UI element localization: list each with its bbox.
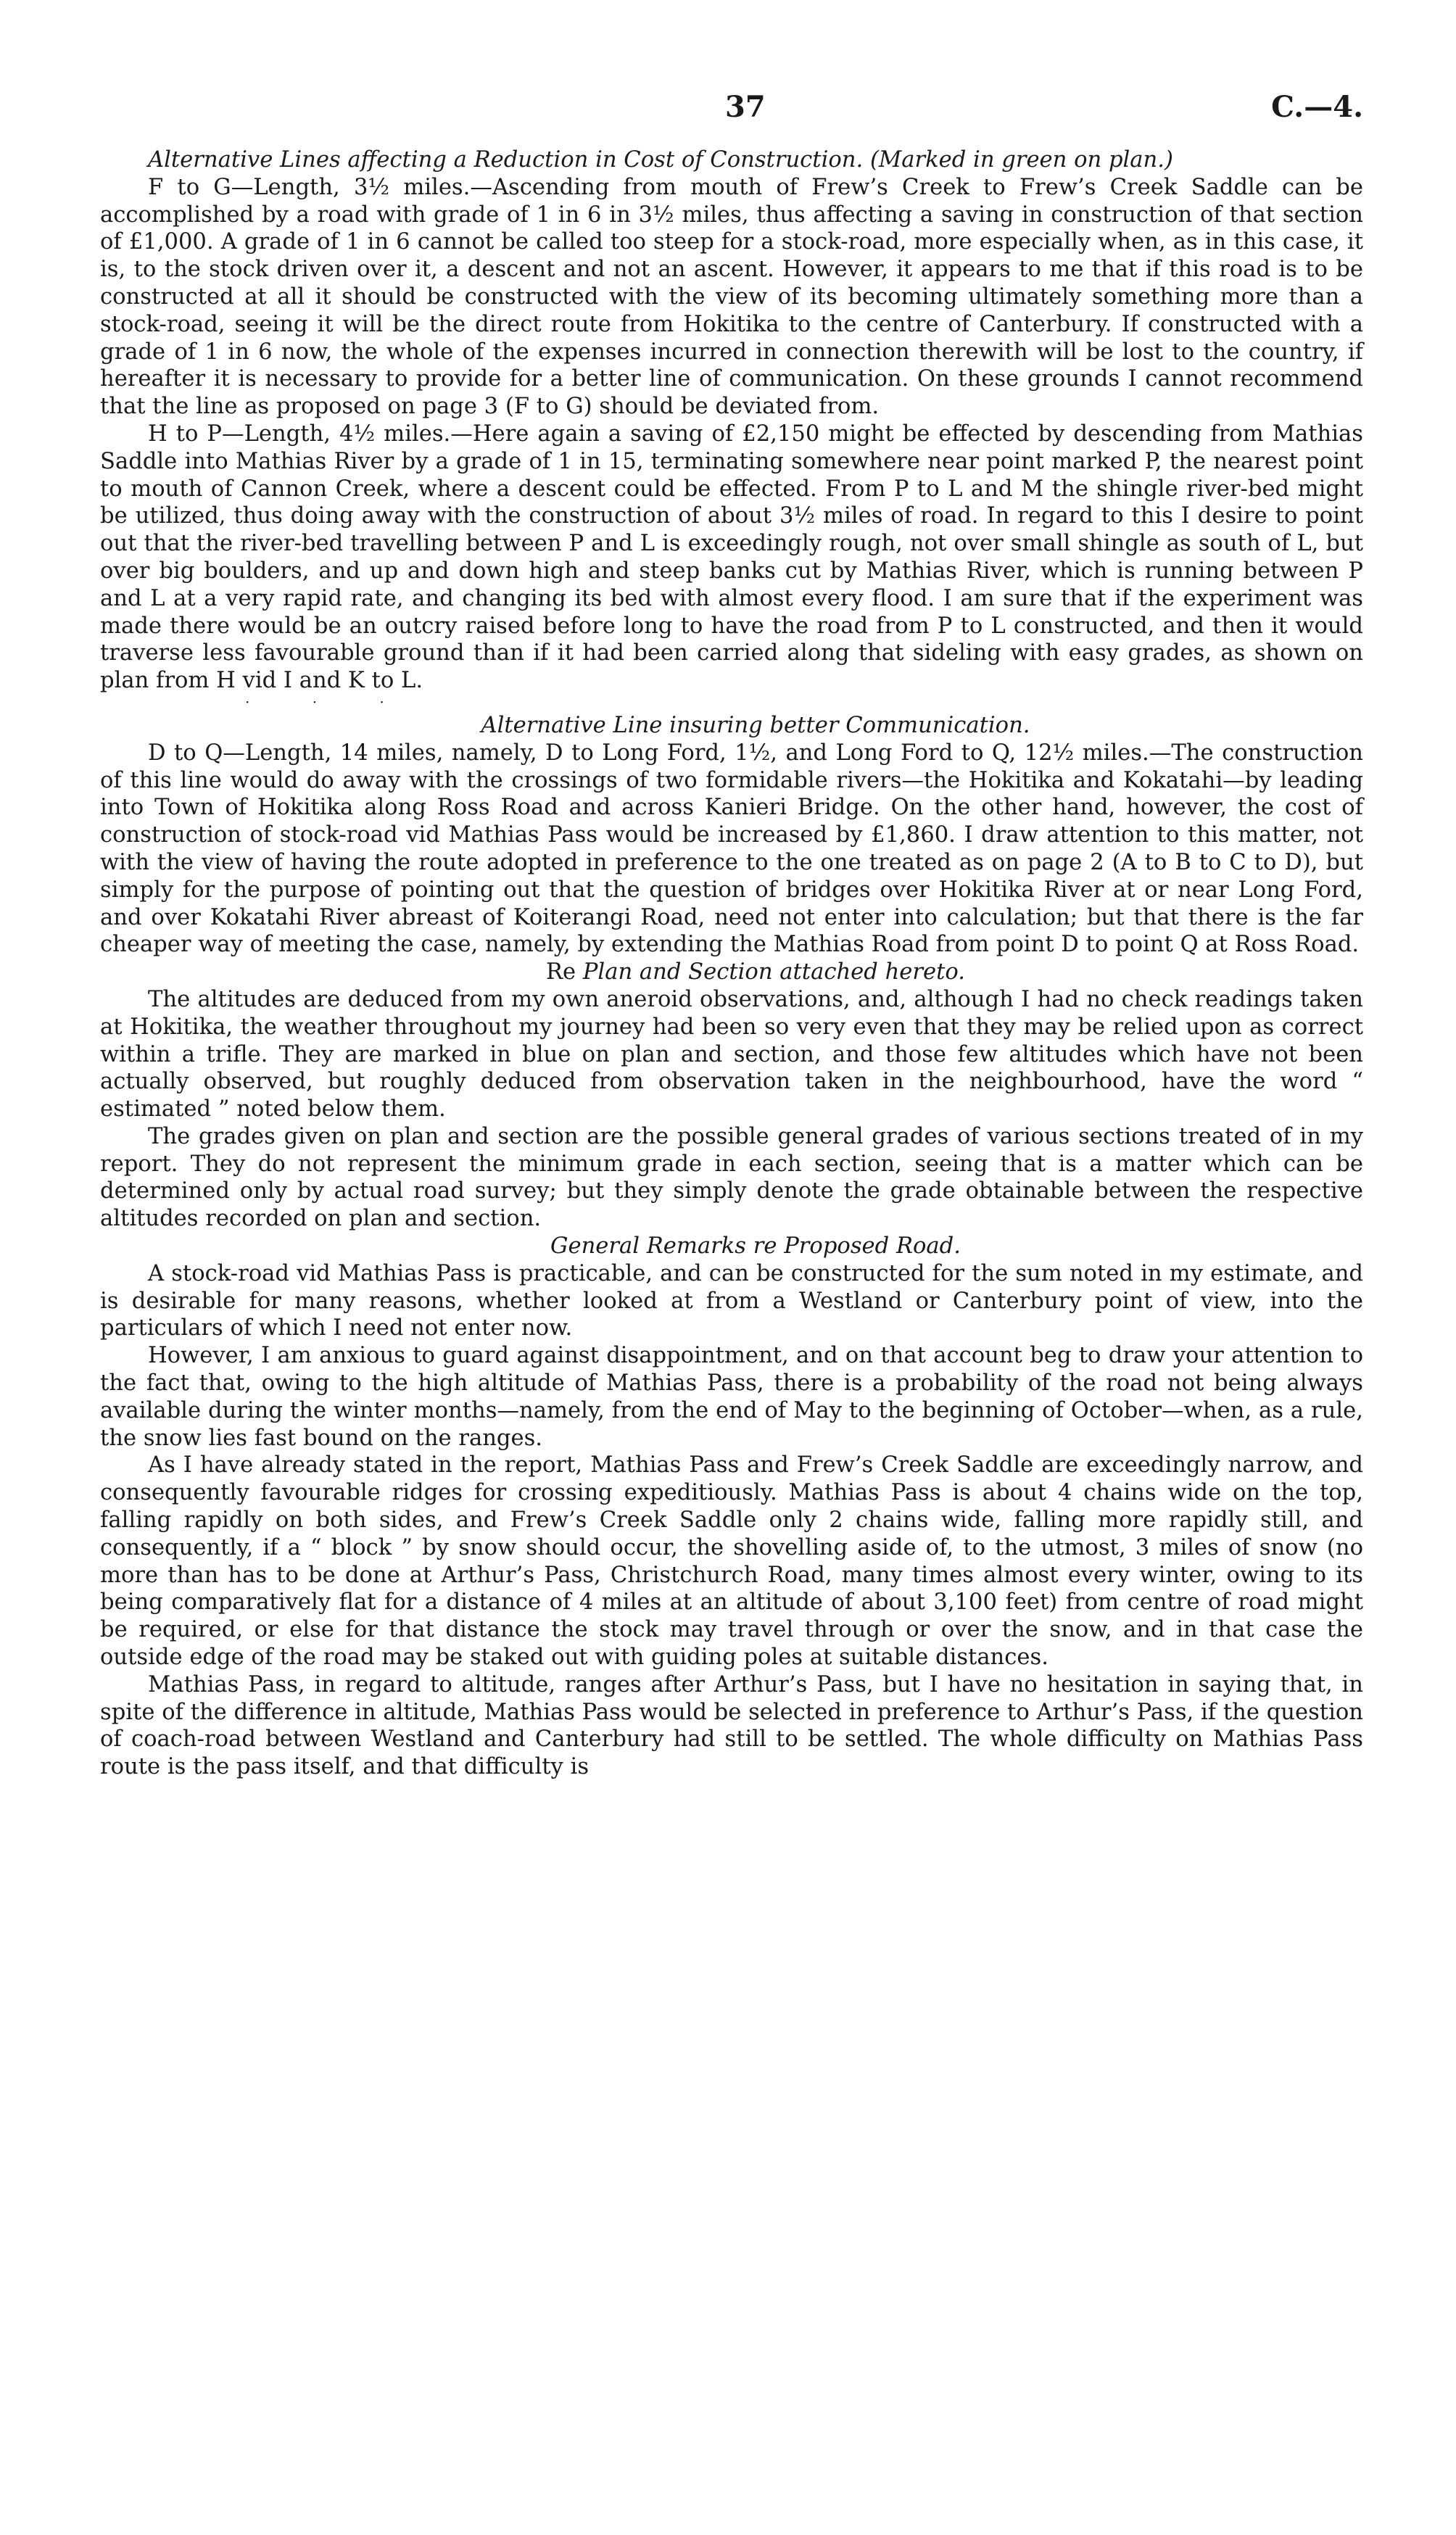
paragraph-d-to-q: D to Q—Length, 14 miles, namely, D to Long Ford, 1½, and Long Ford to Q, 12½ miles.—The construction of this line would do away with the crossings of two formidable rivers—the Hokitika and Kokatahi—by leading into Town of Hokitika along Ross Road and across Kanieri Bridge. On the other hand, however, the cost of construction of stock-road vid Mathias Pass would be increased by £1,860. I draw attention to this matter, not with the view of having the route adopted in preference to the one treated as on page 2 (A to B to C to D), but simply for the purpose of pointing out that the question of bridges over Hokitika River at or near Long Ford, and over Kokatahi River abreast of Koiterangi Road, need not enter into calculation; but that there is the far cheaper way of meeting the case, namely, by extending the Mathias Road from point D to point Q at Ross Road. xyxy=(100,740,1363,958)
section-heading-general-remarks: General Remarks re Proposed Road. xyxy=(550,1233,961,1260)
section-title: Alternative Lines affecting a Reduction in Cost of Construction. xyxy=(148,147,864,173)
section-title-prefix: Re xyxy=(545,959,576,985)
paragraph-h-to-p: H to P—Length, 4½ miles.—Here again a saving of £2,150 might be effected by descending from Mathias Saddle into Mathias River by a grade of 1 in 15, terminating somewhere near point marked P, the nearest point to mouth of Cannon Creek, where a descent could be effected. From P to L and M the shingle river-bed might be utilized, thus doing away with the construction of about 3½ miles of road. In regard to this I desire to point out that the river-bed travelling between P and L is exceedingly rough, not over small shingle as south of L, but over big boulders, and up and down high and steep banks cut by Mathias River, which is running between P and L at a very rapid rate, and changing its bed with almost every flood. I am sure that if the experiment was made there would be an outcry raised before long to have the road from P to L constructed, and then it would traverse less favourable ground than if it had been carried along that sideling with easy grades, as shown on plan from H vid I and K to L. xyxy=(100,421,1363,694)
section-title-note: (Marked in green on plan.) xyxy=(869,147,1173,173)
paragraph-altitude-comparison: Mathias Pass, in regard to altitude, ranges after Arthur’s Pass, but I have no hesitation in saying that, in spite of the difference in altitude, Mathias Pass would be selected in preference to Arthur’s Pass, if the question of coach-road between Westland and Canterbury had still to be settled. The whole difficulty on Mathias Pass route is the pass itself, and that difficulty is xyxy=(100,1671,1363,1780)
paragraph-disappointment: However, I am anxious to guard against disappointment, and on that account beg to draw your attention to the fact that, owing to the high altitude of Mathias Pass, there is a probability of the road not being always available during the winter months—namely, from the end of May to the beginning of October—when, as a rule, the snow lies fast bound on the ranges. xyxy=(100,1343,1363,1451)
paragraph-grades: The grades given on plan and section are the possible general grades of various sections treated of in my report. They do not represent the minimum grade in each section, seeing that is a matter which can be determined only by actual road survey; but they simply denote the grade obtainable between the respective altitudes recorded on plan and section. xyxy=(100,1123,1363,1232)
section-heading-communication: Alternative Line insuring better Communication. xyxy=(481,712,1030,738)
body-text xyxy=(100,146,1363,1781)
paragraph-narrow-ridges: As I have already stated in the report, Mathias Pass and Frew’s Creek Saddle are exceedingly narrow, and consequently favourable ridges for crossing expeditiously. Mathias Pass is about 4 chains wide on the top, falling rapidly on both sides, and Frew’s Creek Saddle only 2 chains wide, falling more rapidly still, and consequently, if a “ block ” by snow should occur, the shovelling aside of, to the utmost, 3 miles of snow (no more than has to be done at Arthur’s Pass, Christchurch Road, many times almost every winter, owing to its being comparatively flat for a distance of 4 miles at an altitude of about 3,100 feet) from centre of road might be required, or else for that distance the stock may travel through or over the snow, and in that case the outside edge of the road may be staked out with guiding poles at suitable distances. xyxy=(100,1452,1363,1671)
document-code: C.—4. xyxy=(1271,90,1363,124)
page-number: 37 xyxy=(725,90,766,124)
paragraph-f-to-g: F to G—Length, 3½ miles.—Ascending from mouth of Frew’s Creek to Frew’s Creek Saddle can be accomplished by a road with grade of 1 in 6 in 3½ miles, thus affecting a saving in construction of that section of £1,000. A grade of 1 in 6 cannot be called too steep for a stock-road, more especially when, as in this case, it is, to the stock driven over it, a descent and not an ascent. However, it appears to me that if this road is to be constructed at all it should be constructed with the view of its becoming ultimately something more than a stock-road, seeing it will be the direct route from Hokitika to the centre of Canterbury. If constructed with a grade of 1 in 6 now, the whole of the expenses incurred in connection therewith will be lost to the country, if hereafter it is necessary to provide for a better line of communication. On these grounds I cannot recommend that the line as proposed on page 3 (F to G) should be deviated from. xyxy=(100,174,1363,420)
paragraph-practicable: A stock-road vid Mathias Pass is practicable, and can be constructed for the sum noted in my estimate, and is desirable for many reasons, whether looked at from a Westland or Canterbury point of view, into the particulars of which I need not enter now. xyxy=(100,1260,1363,1341)
section-title: Plan and Section attached hereto. xyxy=(582,959,966,985)
paragraph-altitudes: The altitudes are deduced from my own aneroid observations, and, although I had no check readings taken at Hokitika, the weather throughout my journey had been so very even that they may be relied upon as correct within a trifle. They are marked in blue on plan and section, and those few altitudes which have not been actually observed, but roughly deduced from observation taken in the neighbourhood, have the word “ estimated ” noted below them. xyxy=(100,986,1363,1122)
section-heading-reduction xyxy=(100,146,1363,174)
decorative-dots: · · · xyxy=(245,692,413,711)
page-header xyxy=(100,81,1363,146)
section-heading-plan xyxy=(100,959,1363,986)
